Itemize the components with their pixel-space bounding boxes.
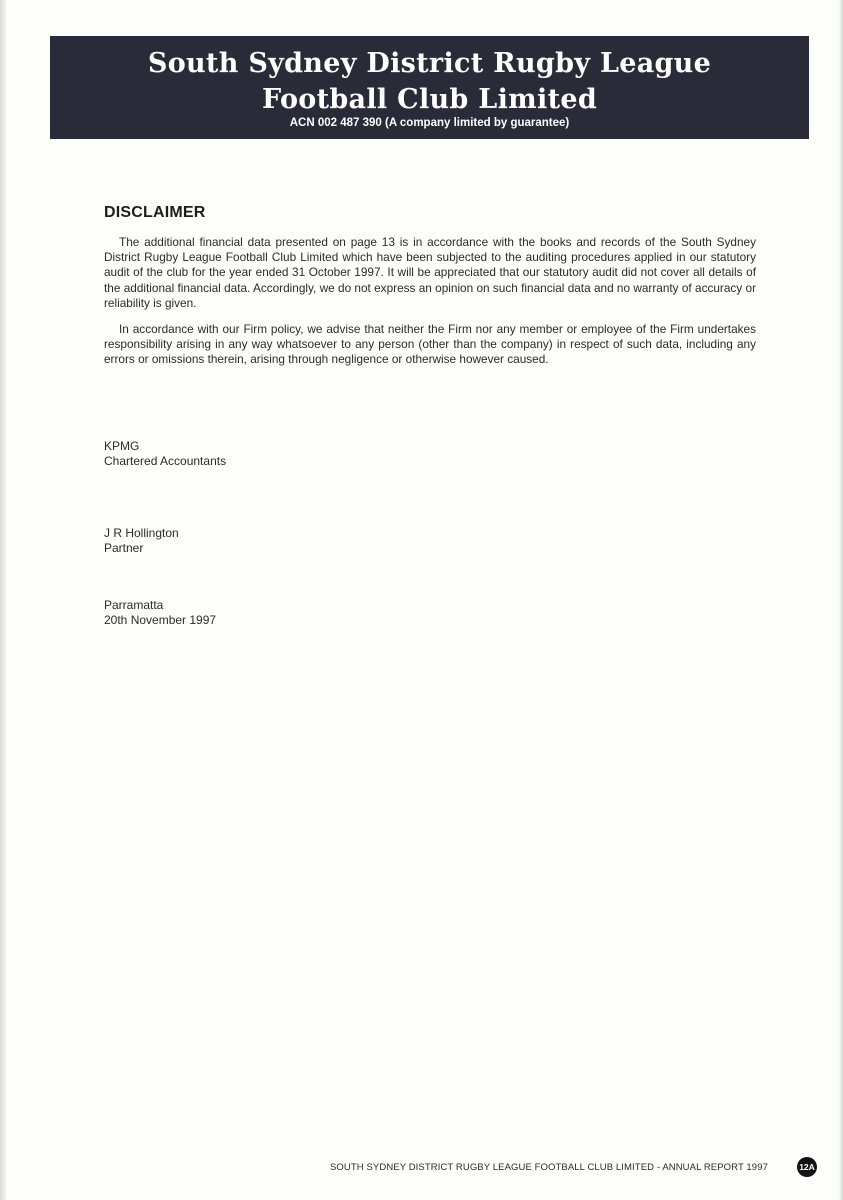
- page-footer: SOUTH SYDNEY DISTRICT RUGBY LEAGUE FOOTBALL CLUB LIMITED - ANNUAL REPORT 1997: [330, 1162, 768, 1173]
- signature-firm-block: [104, 439, 226, 469]
- header-banner: [50, 36, 809, 139]
- page-edge-right: [839, 0, 843, 1200]
- page-title: [50, 36, 809, 118]
- disclaimer-paragraph-2: In accordance with our Firm policy, we advise that neither the Firm nor any member or employee of the Firm undertakes responsibility arising in any way whatsoever to any person (other than the company) in respect of such data, including any errors or omissions therein, arising through negligence or otherwise however caused.: [104, 322, 756, 367]
- partner-name: J R Hollington: [104, 526, 179, 540]
- page-edge-left: [0, 0, 6, 1200]
- signature-date: 20th November 1997: [104, 613, 217, 627]
- firm-name: KPMG: [104, 439, 140, 453]
- signature-partner-block: [104, 526, 179, 556]
- signature-place-date-block: [104, 598, 216, 628]
- title-line-1: South Sydney District Rugby League: [147, 48, 712, 79]
- page-number-badge: 12A: [797, 1157, 817, 1177]
- disclaimer-paragraph-1: The additional financial data presented on page 13 is in accordance with the books and records of the South Sydney District Rugby League Football Club Limited which have been subjected to the auditing procedures applied in our statutory audit of the club for the year ended 31 October 1997. It will be appreciated that our statutory audit did not cover all details of the additional financial data. Accordingly, we do not express an opinion on such financial data and no warranty of accuracy or reliability is given.: [104, 235, 756, 310]
- signature-place: Parramatta: [104, 598, 164, 612]
- company-subtitle: ACN 002 487 390 (A company limited by guarantee): [289, 117, 570, 129]
- firm-role: Chartered Accountants: [104, 454, 227, 468]
- title-line-2: Football Club Limited: [261, 84, 598, 115]
- disclaimer-heading: DISCLAIMER: [104, 204, 206, 221]
- partner-role: Partner: [104, 541, 144, 555]
